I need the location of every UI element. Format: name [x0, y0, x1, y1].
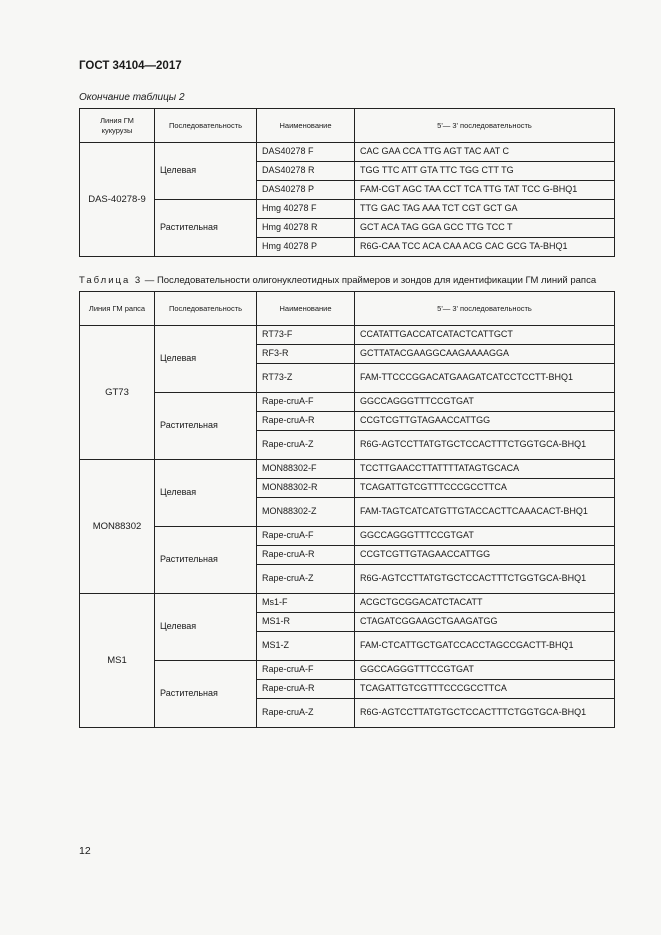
sequence-type-cell: Растительная [155, 527, 257, 594]
sequence-type-cell: Целевая [155, 460, 257, 527]
primer-name-cell: RF3-R [257, 345, 355, 364]
primer-name-cell: MON88302-F [257, 460, 355, 479]
primer-sequence-cell: TTG GAC TAG AAA TCT CGT GCT GA [355, 200, 615, 219]
table-2 [79, 108, 615, 257]
column-header-sequence-type: Последовательность [155, 292, 257, 326]
sequence-type-cell: Растительная [155, 393, 257, 460]
table-row [80, 594, 615, 613]
column-header-name: Наименование [257, 292, 355, 326]
sequence-type-cell: Целевая [155, 326, 257, 393]
table-row [80, 200, 615, 219]
primer-name-cell: Hmg 40278 F [257, 200, 355, 219]
table3-caption [79, 275, 596, 286]
primer-name-cell: Hmg 40278 R [257, 219, 355, 238]
primer-name-cell: Rape-cruA-R [257, 680, 355, 699]
table-row [80, 460, 615, 479]
primer-sequence-cell: ACGCTGCGGACATCTACATT [355, 594, 615, 613]
column-header-line: Линия ГМ рапса [80, 292, 155, 326]
table-3 [79, 291, 615, 728]
sequence-type-cell: Растительная [155, 200, 257, 257]
table2-header-row [80, 109, 615, 143]
primer-name-cell: MON88302-Z [257, 498, 355, 527]
sequence-type-cell: Целевая [155, 594, 257, 661]
primer-sequence-cell: TGG TTC ATT GTA TTC TGG CTT TG [355, 162, 615, 181]
primer-sequence-cell: GGCCAGGGTTTCCGTGAT [355, 393, 615, 412]
primer-name-cell: MS1-Z [257, 632, 355, 661]
primer-sequence-cell: TCAGATTGTCGTTTCCCGCCTTCA [355, 479, 615, 498]
primer-sequence-cell: R6G-AGTCCTTATGTGCTCCACTTTCTGGTGCA-BHQ1 [355, 565, 615, 594]
table3-caption-prefix: Таблица 3 [79, 275, 143, 286]
table-row [80, 326, 615, 345]
primer-name-cell: DAS40278 F [257, 143, 355, 162]
table-row [80, 527, 615, 546]
primer-sequence-cell: FAM-CGT AGC TAA CCT TCA TTG TAT TCC G-BHQ1 [355, 181, 615, 200]
primer-name-cell: Rape-cruA-F [257, 527, 355, 546]
primer-name-cell: MON88302-R [257, 479, 355, 498]
primer-name-cell: Rape-cruA-R [257, 412, 355, 431]
table-row [80, 143, 615, 162]
primer-name-cell: RT73-Z [257, 364, 355, 393]
primer-sequence-cell: GCTTATACGAAGGCAAGAAAAGGA [355, 345, 615, 364]
primer-sequence-cell: FAM-TTCCCGGACATGAAGATCATCCTCCTT-BHQ1 [355, 364, 615, 393]
table3-body [80, 326, 615, 728]
primer-name-cell: Hmg 40278 P [257, 238, 355, 257]
primer-sequence-cell: R6G-AGTCCTTATGTGCTCCACTTTCTGGTGCA-BHQ1 [355, 431, 615, 460]
primer-sequence-cell: R6G-CAA TCC ACA CAA ACG CAC GCG TA-BHQ1 [355, 238, 615, 257]
column-header-name: Наименование [257, 109, 355, 143]
table-row [80, 661, 615, 680]
line-name-cell: DAS-40278-9 [80, 143, 155, 257]
primer-name-cell: Rape-cruA-Z [257, 699, 355, 728]
primer-name-cell: RT73-F [257, 326, 355, 345]
primer-sequence-cell: TCCTTGAACCTTATTTTATAGTGCACA [355, 460, 615, 479]
primer-sequence-cell: GCT ACA TAG GGA GCC TTG TCC T [355, 219, 615, 238]
primer-sequence-cell: GGCCAGGGTTTCCGTGAT [355, 661, 615, 680]
primer-sequence-cell: FAM-CTCATTGCTGATCCACCTAGCCGACTT-BHQ1 [355, 632, 615, 661]
primer-name-cell: Rape-cruA-Z [257, 565, 355, 594]
primer-sequence-cell: TCAGATTGTCGTTTCCCGCCTTCA [355, 680, 615, 699]
column-header-line: Линия ГМ кукурузы [80, 109, 155, 143]
primer-sequence-cell: FAM-TAGTCATCATGTTGTACCACTTCAAACACT-BHQ1 [355, 498, 615, 527]
document-title: ГОСТ 34104—2017 [79, 60, 182, 72]
line-name-cell: MON88302 [80, 460, 155, 594]
primer-name-cell: Rape-cruA-Z [257, 431, 355, 460]
sequence-type-cell: Растительная [155, 661, 257, 728]
primer-sequence-cell: CCGTCGTTGTAGAACCATTGG [355, 546, 615, 565]
primer-name-cell: DAS40278 P [257, 181, 355, 200]
table2-body [80, 143, 615, 257]
primer-name-cell: Ms1-F [257, 594, 355, 613]
primer-name-cell: MS1-R [257, 613, 355, 632]
primer-sequence-cell: CAC GAA CCA TTG AGT TAC AAT C [355, 143, 615, 162]
primer-name-cell: Rape-cruA-R [257, 546, 355, 565]
primer-sequence-cell: GGCCAGGGTTTCCGTGAT [355, 527, 615, 546]
line-name-cell: GT73 [80, 326, 155, 460]
sequence-type-cell: Целевая [155, 143, 257, 200]
column-header-sequence: 5'— 3' последовательность [355, 109, 615, 143]
primer-sequence-cell: CTAGATCGGAAGCTGAAGATGG [355, 613, 615, 632]
column-header-sequence: 5'— 3' последовательность [355, 292, 615, 326]
table3-header-row [80, 292, 615, 326]
primer-name-cell: Rape-cruA-F [257, 393, 355, 412]
page-number: 12 [79, 845, 91, 857]
column-header-sequence-type: Последовательность [155, 109, 257, 143]
primer-sequence-cell: CCGTCGTTGTAGAACCATTGG [355, 412, 615, 431]
primer-name-cell: DAS40278 R [257, 162, 355, 181]
primer-sequence-cell: CCATATTGACCATCATACTCATTGCT [355, 326, 615, 345]
line-name-cell: MS1 [80, 594, 155, 728]
primer-name-cell: Rape-cruA-F [257, 661, 355, 680]
table-row [80, 393, 615, 412]
table3-caption-text: — Последовательности олигонуклеотидных праймеров и зондов для идентификации ГМ линий рапса [142, 275, 597, 286]
table2-caption: Окончание таблицы 2 [79, 92, 185, 103]
primer-sequence-cell: R6G-AGTCCTTATGTGCTCCACTTTCTGGTGCA-BHQ1 [355, 699, 615, 728]
